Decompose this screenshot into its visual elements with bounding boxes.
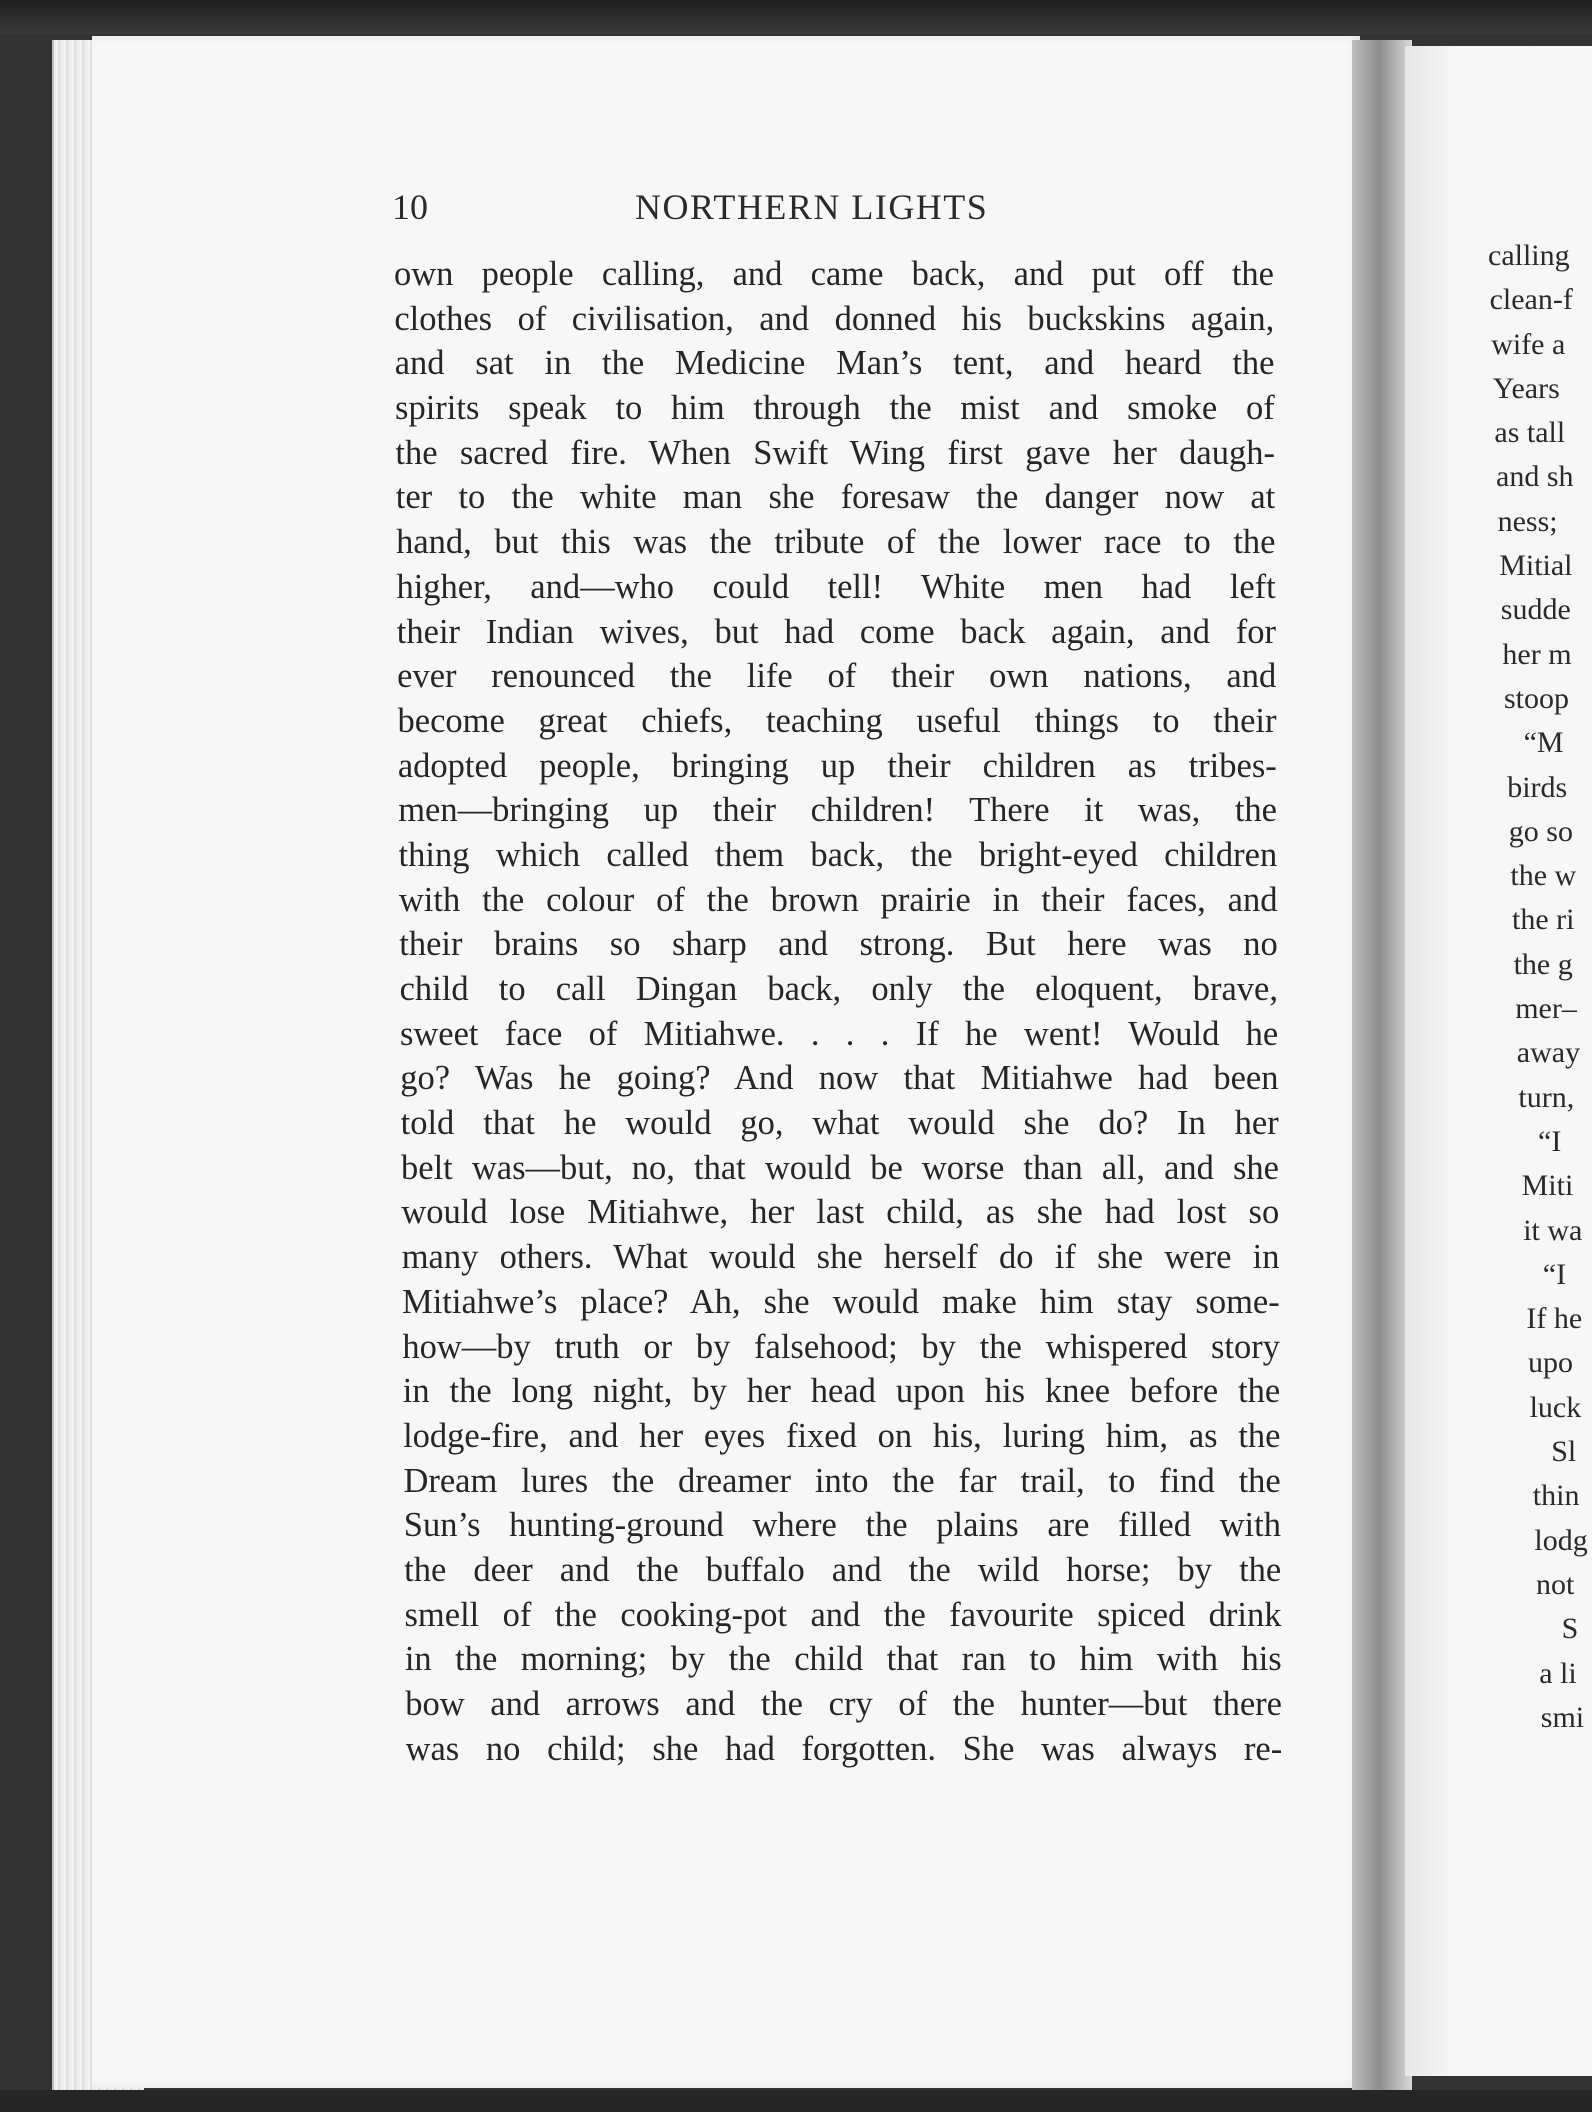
facing-page-text	[1488, 234, 1592, 1740]
facing-text-line: and sh	[1496, 460, 1574, 494]
book-title: NORTHERN LIGHTS	[635, 187, 989, 227]
facing-text-line: a li	[1539, 1656, 1577, 1690]
text-line: and sat in the Medicine Man’s tent, and heard the	[394, 344, 1275, 383]
facing-text-line: mer–	[1515, 992, 1577, 1026]
text-line: would lose Mitiahwe, her last child, as she had lost so	[401, 1193, 1280, 1232]
text-line: with the colour of the brown prairie in their faces, and	[398, 880, 1278, 919]
text-line: bow and arrows and the cry of the hunter—but there	[405, 1685, 1282, 1723]
text-line: their brains so sharp and strong. But here was no	[399, 925, 1278, 964]
text-line: own people calling, and came back, and put off the	[394, 255, 1274, 293]
facing-text-line: Sl	[1551, 1435, 1577, 1469]
text-line: ter to the white man she foresaw the danger now at	[395, 478, 1276, 517]
book-gutter	[1352, 40, 1412, 2090]
facing-text-line: her m	[1502, 637, 1572, 671]
facing-text-line: turn,	[1518, 1080, 1575, 1114]
facing-text-line: away	[1516, 1036, 1581, 1070]
text-line: how—by truth or by falsehood; by the whispered story	[402, 1327, 1280, 1366]
text-line: sweet face of Mitiahwe. . . . If he went! Would he	[399, 1014, 1279, 1053]
facing-text-line: “I	[1538, 1124, 1562, 1158]
text-line: Sun’s hunting-ground where the plains are filled with	[403, 1506, 1281, 1545]
facing-text-line: the w	[1510, 859, 1577, 893]
text-line: adopted people, bringing up their children as tribes-	[397, 746, 1277, 785]
text-line: many others. What would she herself do if she were in	[401, 1238, 1280, 1277]
facing-text-line: calling	[1488, 239, 1570, 272]
text-line: Dream lures the dreamer into the far trail, to find the	[403, 1461, 1281, 1500]
text-line: hand, but this was the tribute of the lower race to the	[396, 523, 1276, 562]
text-line: men—bringing up their children! There it was, the	[398, 791, 1277, 830]
facing-text-line: not	[1536, 1567, 1575, 1601]
facing-text-line: go so	[1508, 814, 1573, 848]
facing-text-line: ness;	[1497, 504, 1558, 538]
text-line: in the morning; by the child that ran to him with his	[404, 1640, 1282, 1679]
text-line: ever renounced the life of their own nations, and	[397, 657, 1277, 696]
facing-text-line: the ri	[1512, 903, 1575, 937]
facing-text-line: Years	[1492, 371, 1560, 405]
facing-text-line: thin	[1532, 1479, 1580, 1513]
facing-text-line: lodg	[1534, 1523, 1588, 1557]
text-line: Mitiahwe’s place? Ah, she would make him stay some-	[402, 1282, 1280, 1321]
facing-text-line: the g	[1513, 947, 1573, 981]
facing-text-line: Miti	[1521, 1169, 1574, 1203]
facing-text-line: “I	[1542, 1257, 1567, 1291]
text-line: belt was—but, no, that would be worse than all, and she	[401, 1148, 1279, 1187]
facing-text-line: it wa	[1523, 1213, 1583, 1247]
text-line: smell of the cooking-pot and the favourite spiced drink	[404, 1595, 1282, 1634]
text-line: go? Was he going? And now that Mitiahwe had been	[400, 1059, 1279, 1098]
running-head	[392, 186, 1040, 230]
facing-text-line: clean-f	[1489, 283, 1573, 317]
text-line: become great chiefs, teaching useful things to their	[397, 701, 1277, 740]
text-line: clothes of civilisation, and donned his buckskins again,	[394, 299, 1275, 338]
facing-text-line: wife a	[1491, 327, 1566, 361]
text-line: spirits speak to him through the mist and smoke of	[395, 389, 1275, 428]
text-line: higher, and—who could tell! White men had left	[396, 567, 1276, 606]
facing-text-line: S	[1561, 1612, 1579, 1646]
text-line: the deer and the buffalo and the wild horse; by the	[404, 1550, 1282, 1589]
scan-top-border	[0, 0, 1592, 34]
facing-text-line: If he	[1526, 1302, 1583, 1336]
facing-text-line: “M	[1523, 726, 1564, 760]
text-line: child to call Dingan back, only the eloquent, brave,	[399, 970, 1278, 1008]
text-line: told that he would go, what would she do? In her	[400, 1104, 1279, 1143]
facing-text-line: sudde	[1500, 593, 1571, 627]
facing-text-line: as tall	[1494, 416, 1566, 450]
text-line: the sacred fire. When Swift Wing first gave her daugh-	[395, 433, 1275, 472]
text-line: their Indian wives, but had come back again, and for	[396, 612, 1276, 651]
text-line: lodge-fire, and her eyes fixed on his, luring him, as the	[403, 1416, 1281, 1455]
facing-text-line: stoop	[1504, 681, 1570, 715]
text-line: thing which called them back, the bright-eyed children	[398, 835, 1278, 874]
page-number: 10	[392, 187, 428, 227]
facing-text-line: smi	[1540, 1700, 1585, 1734]
page-body-text	[394, 252, 1294, 1771]
facing-text-line: Mitial	[1499, 549, 1573, 583]
scan-bottom-border	[0, 2090, 1592, 2112]
facing-text-line: birds	[1507, 770, 1568, 804]
facing-text-line: upo	[1528, 1346, 1573, 1380]
text-line: was no child; she had forgotten. She was always re-	[405, 1729, 1283, 1768]
facing-text-line: luck	[1529, 1390, 1582, 1424]
text-line: in the long night, by her head upon his knee before the	[402, 1372, 1281, 1411]
